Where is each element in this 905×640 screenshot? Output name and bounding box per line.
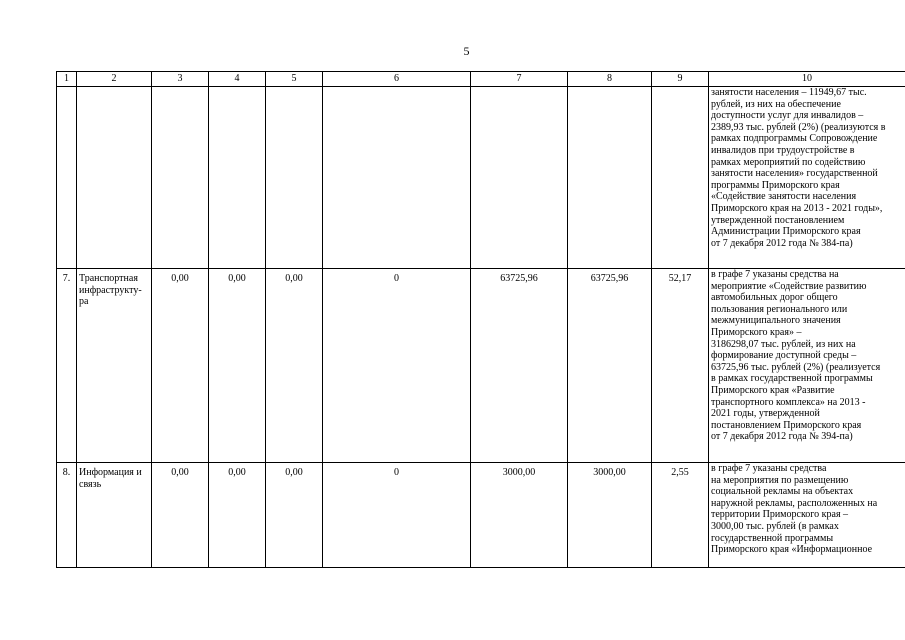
row-number: 8. bbox=[57, 463, 77, 568]
value-col9 bbox=[652, 87, 709, 269]
value-col8 bbox=[568, 87, 652, 269]
column-header: 4 bbox=[209, 72, 266, 87]
value-col4: 0,00 bbox=[209, 269, 266, 463]
note-cell bbox=[709, 463, 905, 568]
value-col9: 2,55 bbox=[652, 463, 709, 568]
value-col4 bbox=[209, 87, 266, 269]
value-col5: 0,00 bbox=[266, 463, 323, 568]
sector-name bbox=[77, 87, 152, 269]
column-header: 1 bbox=[57, 72, 77, 87]
column-header: 7 bbox=[471, 72, 568, 87]
note-cell bbox=[709, 269, 905, 463]
value-col9: 52,17 bbox=[652, 269, 709, 463]
value-col6: 0 bbox=[323, 269, 471, 463]
table-row bbox=[57, 463, 905, 568]
header-row bbox=[57, 72, 905, 87]
value-col7 bbox=[471, 87, 568, 269]
table-row bbox=[57, 269, 905, 463]
value-col8: 63725,96 bbox=[568, 269, 652, 463]
value-col6: 0 bbox=[323, 463, 471, 568]
value-col8: 3000,00 bbox=[568, 463, 652, 568]
value-col3 bbox=[152, 87, 209, 269]
value-col4: 0,00 bbox=[209, 463, 266, 568]
table-row bbox=[57, 87, 905, 269]
value-col5 bbox=[266, 87, 323, 269]
column-header: 3 bbox=[152, 72, 209, 87]
column-header: 8 bbox=[568, 72, 652, 87]
value-col3: 0,00 bbox=[152, 269, 209, 463]
budget-table bbox=[56, 71, 905, 568]
value-col7: 63725,96 bbox=[471, 269, 568, 463]
column-header: 5 bbox=[266, 72, 323, 87]
sector-name: Транспортная инфраструкту-ра bbox=[77, 269, 152, 463]
page-number: 5 bbox=[463, 44, 470, 58]
value-col5: 0,00 bbox=[266, 269, 323, 463]
column-header: 6 bbox=[323, 72, 471, 87]
row-number: 7. bbox=[57, 269, 77, 463]
column-header: 10 bbox=[709, 72, 905, 87]
column-header: 9 bbox=[652, 72, 709, 87]
column-header: 2 bbox=[77, 72, 152, 87]
note-text: занятости населения – 11949,67 тыс. рублей, из них на обеспечение доступности услуг для инвалидов – 2389,93 тыс. рублей (2%) (реализуются в рамках подпрограммы Сопровождение инвалидов при трудоустройстве в рамках мероприятий по содействию занятости населения» государственной программы Приморского края «Содействие занятости населения Приморского края на 2013 - 2021 годы», утвержденной постановлением Администрации Приморского края от 7 декабря 2012 года № 384-па) bbox=[711, 87, 886, 249]
row-number bbox=[57, 87, 77, 269]
note-text: в графе 7 указаны средства на мероприятия по размещению социальной рекламы на объектах наружной рекламы, расположенных на территории Приморского края – 3000,00 тыс. рублей (в рамках государственной программы Приморского края «Информационное bbox=[711, 463, 878, 556]
value-col7: 3000,00 bbox=[471, 463, 568, 568]
value-col3: 0,00 bbox=[152, 463, 209, 568]
note-cell bbox=[709, 87, 905, 269]
value-col6 bbox=[323, 87, 471, 269]
sector-name: Информация и связь bbox=[77, 463, 152, 568]
note-text: в графе 7 указаны средства на мероприятие «Содействие развитию автомобильных дорог общего пользования регионального или межмуниципального значения Приморского края» – 3186298,07 тыс. рублей, из них на формирование доступной среды – 63725,96 тыс. рублей (2%) (реализуется в рамках государственной программы Приморского края «Развитие транспортного комплекса» на 2013 - 2021 годы, утвержденной постановлением Приморского края от 7 декабря 2012 года № 394-па) bbox=[711, 269, 881, 443]
